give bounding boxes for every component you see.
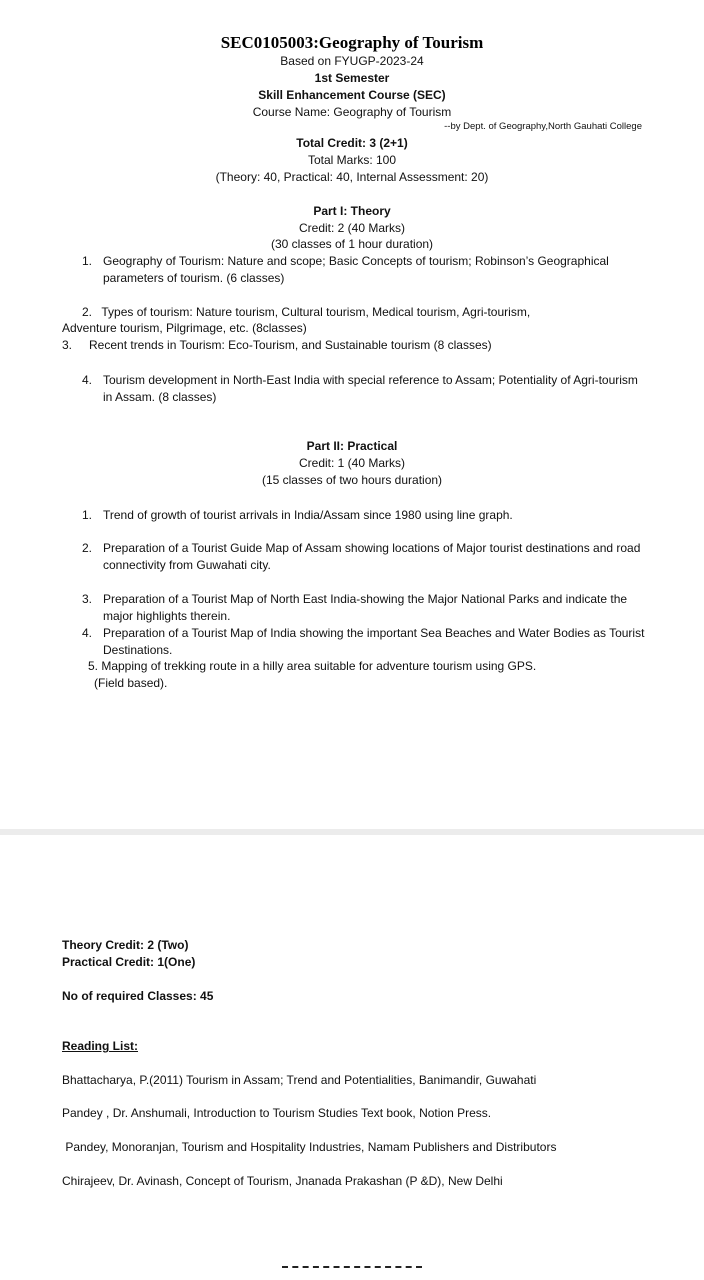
theory-item-3 <box>62 338 492 352</box>
list-item-text: Tourism development in North-East India with special reference to Assam; Potentiality of Agri-tourism in Assam. (8 classes) <box>103 373 638 404</box>
reading-list-item: Pandey, Monoranjan, Tourism and Hospitality Industries, Namam Publishers and Distributors <box>62 1140 557 1154</box>
reading-list-item: Chirajeev, Dr. Avinash, Concept of Tourism, Jnanada Prakashan (P &D), New Delhi <box>62 1174 503 1188</box>
practical-item-3 <box>82 591 647 625</box>
list-number: 4. <box>82 626 93 640</box>
list-number: 3. <box>82 592 93 606</box>
list-number: 2. <box>82 305 93 319</box>
theory-item-2 <box>82 305 530 319</box>
theory-credit-summary: Theory Credit: 2 (Two) <box>62 938 189 952</box>
end-of-document-dashed-line <box>282 1266 422 1268</box>
department-byline: --by Dept. of Geography,North Gauhati College <box>444 121 642 132</box>
practical-heading: Part II: Practical <box>306 439 398 453</box>
list-number: 2. <box>82 541 93 555</box>
list-item-text: Types of tourism: Nature tourism, Cultural tourism, Medical tourism, Agri-tourism, <box>101 305 531 319</box>
practical-item-5-continuation: (Field based). <box>94 676 168 690</box>
course-name-text: Course Name: Geography of Tourism <box>252 105 452 119</box>
theory-item-2-continuation: Adventure tourism, Pilgrimage, etc. (8classes) <box>62 321 307 335</box>
list-number: 1. <box>82 254 93 268</box>
practical-item-5: 5. Mapping of trekking route in a hilly area suitable for adventure tourism using GPS. <box>88 659 537 673</box>
total-marks-text: Total Marks: 100 <box>307 153 397 167</box>
based-on-text: Based on FYUGP-2023-24 <box>280 54 424 68</box>
practical-item-4 <box>82 625 647 659</box>
theory-item-1 <box>82 253 647 287</box>
theory-item-4 <box>82 372 647 406</box>
course-type-text: Skill Enhancement Course (SEC) <box>258 88 446 102</box>
reading-list-item: Pandey , Dr. Anshumali, Introduction to Tourism Studies Text book, Notion Press. <box>62 1106 492 1120</box>
required-classes-summary: No of required Classes: 45 <box>62 989 214 1003</box>
practical-classes-text: (15 classes of two hours duration) <box>261 473 443 487</box>
page-title: SEC0105003:Geography of Tourism <box>220 33 484 52</box>
list-number: 3. <box>62 338 73 352</box>
list-number: 4. <box>82 373 93 387</box>
list-item-text: Preparation of a Tourist Guide Map of Assam showing locations of Major tourist destinations and road connectivity from Guwahati city. <box>103 541 641 572</box>
practical-credit-text: Credit: 1 (40 Marks) <box>298 456 406 470</box>
practical-item-1 <box>82 507 647 524</box>
reading-list-heading: Reading List: <box>62 1039 139 1053</box>
list-item-text: Preparation of a Tourist Map of North East India-showing the Major National Parks and indicate the major highlights therein. <box>103 592 628 623</box>
marks-breakdown-text: (Theory: 40, Practical: 40, Internal Assessment: 20) <box>215 170 489 184</box>
practical-credit-summary: Practical Credit: 1(One) <box>62 955 196 969</box>
reading-list-item: Bhattacharya, P.(2011) Tourism in Assam; Trend and Potentialities, Banimandir, Guwahati <box>62 1073 537 1087</box>
list-number: 1. <box>82 508 93 522</box>
theory-heading: Part I: Theory <box>313 204 391 218</box>
page-break-divider <box>0 829 704 835</box>
list-item-text: Preparation of a Tourist Map of India showing the important Sea Beaches and Water Bodies as Tourist Destinations. <box>103 626 645 657</box>
total-credit-text: Total Credit: 3 (2+1) <box>296 136 408 150</box>
list-item-text: Trend of growth of tourist arrivals in India/Assam since 1980 using line graph. <box>103 508 513 522</box>
list-item-text: Recent trends in Tourism: Eco-Tourism, and Sustainable tourism (8 classes) <box>89 338 492 352</box>
theory-classes-text: (30 classes of 1 hour duration) <box>270 237 434 251</box>
theory-credit-text: Credit: 2 (40 Marks) <box>298 221 406 235</box>
practical-item-2 <box>82 540 647 574</box>
list-item-text: Geography of Tourism: Nature and scope; Basic Concepts of tourism; Robinson’s Geographical parameters of tourism. (6 classes) <box>103 254 609 285</box>
semester-text: 1st Semester <box>314 71 390 85</box>
